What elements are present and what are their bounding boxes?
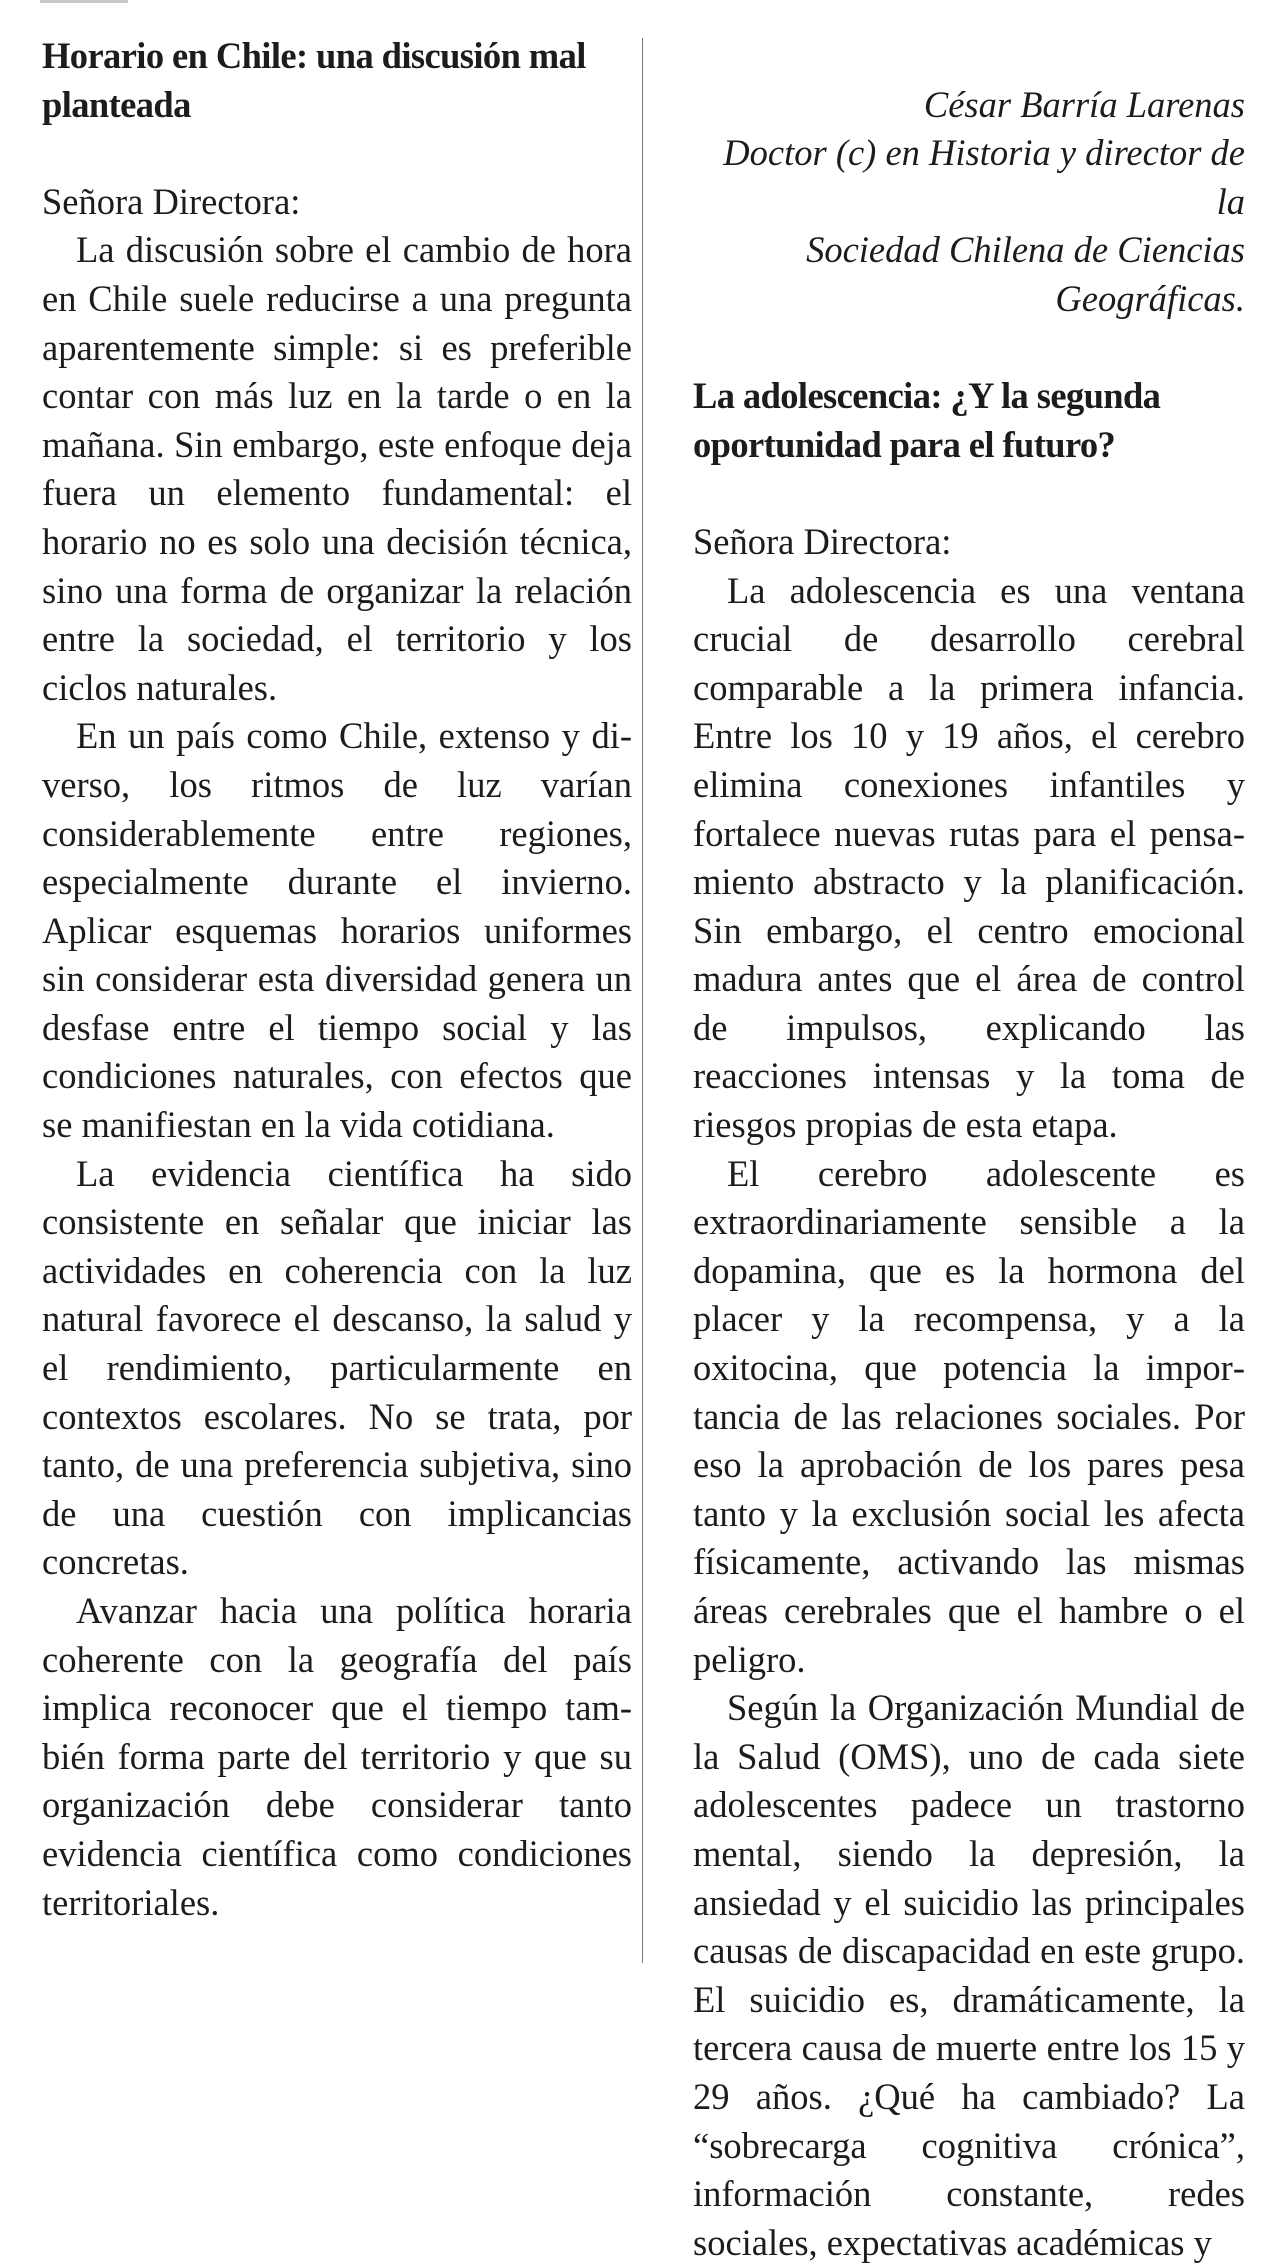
top-rule bbox=[40, 0, 128, 3]
column-spacer bbox=[693, 32, 1245, 81]
letter-headline: La adolescencia: ¿Y la segunda oportunidad para el futuro? bbox=[693, 375, 1161, 465]
letter-adolescencia-column bbox=[693, 32, 1245, 2267]
letter-paragraph: En un país como Chile, extenso y diverso, los ritmos de luz varían considerablemente entre regiones, especialmente durante el invierno. Aplicar esquemas horarios uniformes sin considerar esta diversidad genera un desfase entre el tiempo social y las condiciones naturales, con efectos que se manifiestan en la vida cotidiana. bbox=[42, 715, 632, 1146]
column-spacer bbox=[693, 324, 1245, 373]
letter-paragraph: La adolescencia es una ventana crucial de desarrollo cerebral comparable a la primera infancia. Entre los 10 y 19 años, el cerebro elimina conexiones infantiles y fortalece nuevas rutas para el pensamiento abstracto y la planificación. Sin embargo, el centro emocional madura antes que el área de control de impulsos, explicando las reacciones intensas y la toma de riesgos propias de esta etapa. bbox=[693, 569, 1245, 1146]
column-divider bbox=[642, 38, 643, 1963]
letter-paragraph: La evidencia científica ha sido consistente en señalar que iniciar las actividades en coherencia con la luz natural favorece el descanso, la salud y el rendimiento, particularmente en contextos escolares. No se trata, por tanto, de una preferencia subjetiva, sino de una cuestión con implicancias concretas. bbox=[42, 1152, 632, 1583]
letter-salutation: Señora Directora: bbox=[693, 520, 952, 562]
letter-paragraph: La discusión sobre el cambio de hora en Chile suele reducirse a una pregunta aparentemente simple: si es preferible contar con más luz en la tarde o en la mañana. Sin embargo, este enfoque deja fuera un elemento fundamental: el horario no es solo una decisión técnica, sino una forma de organizar la relación entre la sociedad, el territorio y los ciclos naturales. bbox=[42, 229, 632, 708]
letter-paragraph: Avanzar hacia una política horaria coherente con la geografía del país implica reconocer que el tiempo también forma parte del territorio y que su organización debe considerar tanto evidencia científica como condiciones territoriales. bbox=[42, 1590, 632, 1923]
signature-title: Doctor (c) en Historia y director de la bbox=[723, 132, 1245, 222]
signature-name: César Barría Larenas bbox=[923, 83, 1245, 125]
letter-paragraph: El cerebro adolescente es extraordinariamente sensible a la dopamina, que es la hormona del placer y la recompensa, y a la oxitocina, que potencia la importancia de las relaciones sociales. Por eso la aprobación de los pares pesa tanto y la exclusión social les afecta físicamente, activando las mismas áreas cerebrales que el hambre o el peligro. bbox=[693, 1152, 1245, 1680]
letter-signature bbox=[693, 81, 1245, 324]
letter-paragraph: Según la Organización Mundial de la Salud (OMS), uno de cada siete adolescentes padece un trastorno mental, siendo la depresión, la ansiedad y el suicidio las principales causas de discapacidad en este grupo. El suicidio es, dramáticamente, la tercera causa de muerte entre los 15 y 29 años. ¿Qué ha cambiado? La “sobrecarga cognitiva crónica”, información constante, redes sociales, expectativas académicas y bbox=[693, 1687, 1245, 2263]
letter-salutation: Señora Directora: bbox=[42, 180, 301, 222]
letter-headline: Horario en Chile: una discusión mal planteada bbox=[42, 35, 586, 125]
letter-horario-column bbox=[42, 32, 632, 1927]
signature-title: Sociedad Chilena de Ciencias Geográficas. bbox=[806, 229, 1245, 319]
